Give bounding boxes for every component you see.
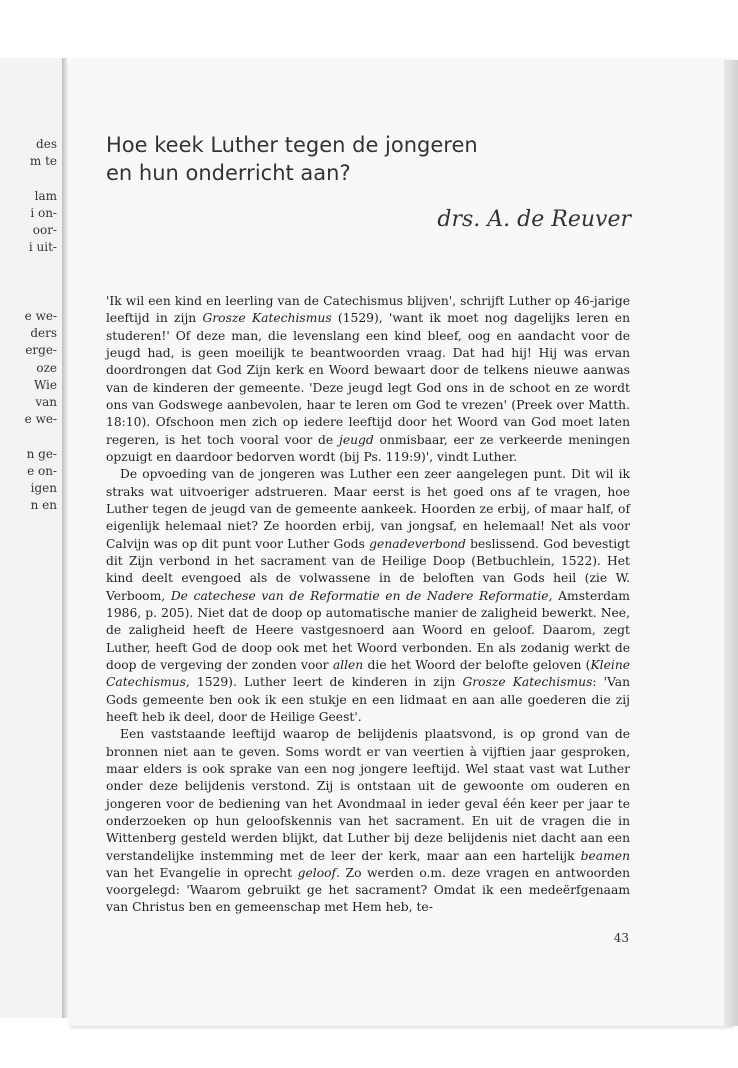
article-title bbox=[106, 131, 626, 187]
left-page-line: e on- bbox=[27, 463, 57, 478]
italic-run: De catechese van de Reformatie en de Nadere Reformatie bbox=[170, 588, 549, 603]
italic-run: jeugd bbox=[339, 432, 374, 447]
left-page bbox=[0, 58, 62, 1018]
italic-run: geloof bbox=[297, 865, 337, 880]
left-page-line: i on- bbox=[30, 205, 57, 220]
paragraph-1: 'Ik wil een kind en leerling van de Catechismus blijven', schrijft Luther op 46-jarige leeftijd in zijn Grosze Katechismus (1529), 'want ik moet nog dagelijks leren en studeren!' Of deze man, die levenslang een kind bleef, oog en aandacht voor de jeugd had, is geen moeilijk te beantwoorden vraag. Dat had hij! Hij was ervan doordrongen dat God Zijn kerk en Woord bewaart door de telkens nieuwe aanwas van de kinderen der gemeente. 'Deze jeugd legt God ons in de schoot en ze wordt ons van Godswege aanbevolen, haar te leren om God te vrezen' (Preek over Matth. 18:10). Ofschoon men zich op iedere leeftijd door het Woord van God moet laten regeren, is het toch vooral voor de jeugd onmisbaar, eer ze verkeerde meningen opzuigt en daardoor bedorven wordt (bij Ps. 119:9)', vindt Luther. bbox=[106, 294, 630, 464]
left-page-line: ders bbox=[30, 326, 57, 341]
paragraph-2: De opvoeding van de jongeren was Luther een zeer aangelegen punt. Dit wil ik straks wat uitvoeriger adstrueren. Maar eerst is het goed ons af te vragen, hoe Luther tegen de jeugd van de gemeente aankeek. Hoorden ze erbij, of maar half, of eigenlijk helemaal niet? Ze hoorden erbij, van jongsaf, en helemaal! Net als voor Calvijn was op dit punt voor Luther Gods genadeverbond beslissend. God bevestigt dit Zijn verbond in het sacrament van de Heilige Doop (Betbuchlein, 1522). Het kind deelt evengoed als de volwassene in de beloften van Gods heil (zie W. Verboom, De catechese van de Reformatie en de Nadere Reformatie, Amsterdam 1986, p. 205). Niet dat de doop op automatische manier de zaligheid bewerkt. Nee, de zaligheid heeft de Heere vastgesnoerd aan Woord en geloof. Daarom, zegt Luther, heeft God de doop ook met het Woord verbonden. En als zodanig werkt de doop de vergeving der zonden voor allen die het Woord der belofte geloven (Kleine Catechismus, 1529). Luther leert de kinderen in zijn Grosze Katechismus: 'Van Gods gemeente ben ook ik een stukje en een lidmaat en aan alle goederen die zij heeft heb ik deel, door de Heilige Geest'. bbox=[106, 467, 631, 724]
left-page-line: van bbox=[35, 394, 57, 409]
left-page-line: e we- bbox=[24, 308, 57, 323]
italic-run: Grosze Katechismus bbox=[202, 311, 332, 326]
left-page-line: i uit- bbox=[28, 240, 57, 255]
left-page-line: n ge- bbox=[26, 446, 57, 461]
italic-run: Kleine Catechismus bbox=[106, 657, 631, 690]
italic-run: genadeverbond bbox=[369, 536, 466, 551]
left-page-line bbox=[0, 256, 57, 273]
left-page-line: oze bbox=[36, 360, 57, 375]
page-number: 43 bbox=[613, 931, 629, 945]
left-page-line bbox=[0, 170, 57, 187]
title-line-1: Hoe keek Luther tegen de jongeren bbox=[106, 133, 478, 157]
article-body bbox=[106, 293, 630, 917]
left-page-line: Wie bbox=[33, 377, 57, 392]
left-page-line: lam bbox=[34, 188, 57, 203]
italic-run: allen bbox=[332, 657, 364, 672]
left-page-text-fragments bbox=[0, 136, 57, 514]
left-page-line: erge- bbox=[25, 343, 57, 358]
left-page-line: m te bbox=[29, 154, 57, 169]
italic-run: Grosze Katechismus bbox=[462, 675, 593, 690]
paragraph-3: Een vaststaande leeftijd waarop de belijdenis plaatsvond, is op grond van de bronnen niet aan te geven. Soms wordt er van veertien à vijftien jaar gesproken, maar elders is ook sprake van een nog jongere leeftijd. Wel staat vast wat Luther onder deze belijdenis verstond. Zij is ontstaan uit de gewoonte om ouderen en jongeren voor de bediening van het Avondmaal in ieder geval één keer per jaar te onderzoeken op hun geloofskennis van het sacrament. En uit de vragen die in Wittenberg gesteld werden blijkt, dat Luther bij deze belijdenis niet dacht aan een verstandelijke instemming met de leer der kerk, maar aan een hartelijk beamen van het Evangelie in oprecht geloof. Zo werden o.m. deze vragen en antwoorden voorgelegd: 'Waarom gebruikt ge het sacrament? Omdat ik een medeërfgenaam van Christus ben en gemeenschap met Hem heb, te- bbox=[106, 727, 630, 915]
left-page-line bbox=[0, 428, 57, 445]
left-page-line: oor- bbox=[32, 223, 57, 237]
left-page-line: des bbox=[36, 137, 57, 151]
left-page-line: n en bbox=[30, 498, 57, 513]
italic-run: beamen bbox=[580, 848, 630, 863]
left-page-line: e we- bbox=[24, 412, 57, 427]
left-page-line bbox=[0, 274, 57, 291]
left-page-line bbox=[0, 291, 57, 308]
page-edge bbox=[724, 60, 738, 1026]
left-page-line: igen bbox=[30, 480, 57, 495]
article-author: drs. A. de Reuver bbox=[437, 207, 631, 232]
title-line-2: en hun onderricht aan? bbox=[106, 161, 351, 185]
